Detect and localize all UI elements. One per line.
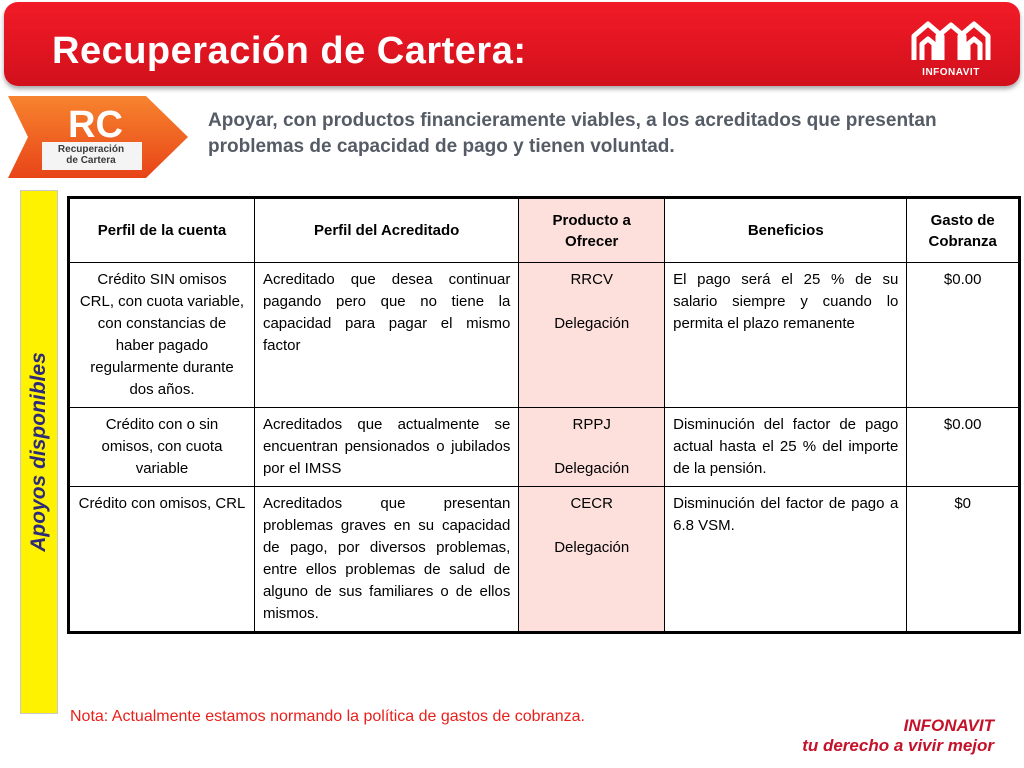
- side-label: Apoyos disponibles: [27, 352, 50, 552]
- cell-producto: [519, 408, 665, 487]
- cell-perfil-acreditado: Acreditados que actualmente se encuentran pensionados o jubilados por el IMSS: [254, 408, 518, 487]
- table-row: [69, 487, 1020, 633]
- footer-brand: INFONAVIT: [903, 716, 994, 735]
- cell-perfil-cuenta: [69, 263, 255, 408]
- badge-caption-line2: de Cartera: [66, 155, 116, 166]
- footer-slogan: [802, 716, 994, 756]
- badge-abbr: RC: [68, 104, 123, 146]
- logo-text: INFONAVIT: [922, 67, 980, 78]
- table-row: [69, 263, 1020, 408]
- rc-badge: [8, 96, 190, 178]
- cell-perfil-cuenta: [69, 408, 255, 487]
- cell-gasto: $0: [907, 487, 1020, 633]
- houses-icon: [908, 16, 994, 64]
- perfil-line: Crédito SIN omisos: [97, 271, 227, 288]
- cell-perfil-cuenta: [69, 487, 255, 633]
- product-code: CECR: [570, 495, 613, 512]
- header-banner: [4, 2, 1020, 86]
- cell-gasto: $0.00: [907, 408, 1020, 487]
- product-channel: Delegación: [554, 460, 630, 477]
- table-header-row: [69, 198, 1020, 263]
- intro-text: Apoyar, con productos financieramente viables, a los acreditados que presentan problemas de capacidad de pago y tienen voluntad.: [208, 110, 937, 157]
- footer-tagline: tu derecho a vivir mejor: [802, 736, 994, 755]
- perfil-line: Crédito con o sin omisos, con cuota variable: [101, 416, 223, 477]
- cell-beneficio: Disminución del factor de pago actual hasta el 25 % del importe de la pensión.: [665, 408, 907, 487]
- header-perfil-acreditado: Perfil del Acreditado: [254, 198, 518, 263]
- cell-beneficio: El pago será el 25 % de su salario siempre y cuando lo permita el plazo remanente: [665, 263, 907, 408]
- infonavit-logo: [908, 16, 994, 78]
- product-code: RRCV: [570, 271, 613, 288]
- footnote: Nota: Actualmente estamos normando la política de gastos de cobranza.: [70, 708, 585, 725]
- product-channel: Delegación: [554, 539, 630, 556]
- cell-perfil-acreditado: Acreditado que desea continuar pagando pero que no tiene la capacidad para pagar el mismo factor: [254, 263, 518, 408]
- cell-producto: [519, 487, 665, 633]
- cell-producto: [519, 263, 665, 408]
- product-channel: Delegación: [554, 315, 630, 332]
- table-row: [69, 408, 1020, 487]
- cell-gasto: $0.00: [907, 263, 1020, 408]
- header-beneficios: Beneficios: [665, 198, 907, 263]
- badge-caption-line1: Recuperación: [57, 144, 125, 155]
- header-gasto: Gasto de Cobranza: [907, 198, 1020, 263]
- badge-caption: [46, 144, 136, 166]
- cell-beneficio: Disminución del factor de pago a 6.8 VSM.: [665, 487, 907, 633]
- cell-perfil-acreditado: Acreditados que presentan problemas graves en su capacidad de pago, por diversos problemas, entre ellos problemas de salud de alguno de sus familiares o de ellos mismos.: [254, 487, 518, 633]
- header-perfil-cuenta: Perfil de la cuenta: [69, 198, 255, 263]
- page-title: Recuperación de Cartera:: [52, 30, 527, 72]
- products-table: [67, 196, 1021, 634]
- side-label-box: [20, 190, 58, 714]
- header-producto: Producto a Ofrecer: [519, 198, 665, 263]
- perfil-line: Crédito con omisos, CRL: [78, 495, 246, 512]
- product-code: RPPJ: [572, 416, 611, 433]
- perfil-line: CRL, con cuota variable, con constancias de haber pagado regularmente durante dos años.: [79, 293, 245, 398]
